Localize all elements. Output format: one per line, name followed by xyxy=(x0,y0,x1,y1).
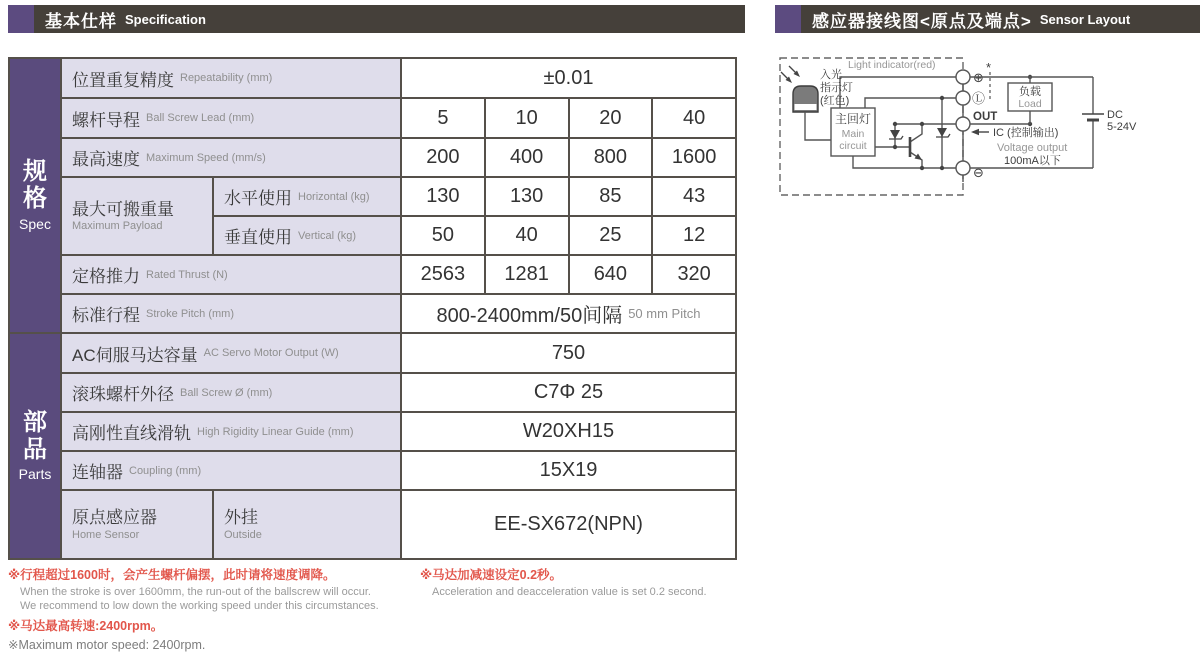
value-stroke-zh: 800-2400mm/50间隔 xyxy=(436,305,623,327)
load-label-en: Load xyxy=(1018,98,1042,110)
voltage-output-label: Voltage output xyxy=(997,142,1068,154)
value-thrust-4: 320 xyxy=(653,256,735,293)
label-en: AC Servo Motor Output (W) xyxy=(203,347,339,359)
label-zh: 标准行程 xyxy=(72,306,140,325)
dc-battery-icon xyxy=(1082,114,1104,120)
dc-voltage-label: 5-24V xyxy=(1107,121,1137,133)
label-zh: AC伺服马达容量 xyxy=(72,345,198,365)
label-zh: 高刚性直线滑轨 xyxy=(72,424,191,443)
section-label-zh: 规格 xyxy=(23,158,47,212)
terminal-l-label: Ⓛ xyxy=(972,91,986,106)
value-screw-dia: C7Φ 25 xyxy=(402,374,735,411)
label-en: Rated Thrust (N) xyxy=(146,268,228,281)
value-vertical-4: 12 xyxy=(653,217,735,254)
sensor-wiring-diagram xyxy=(770,50,1200,205)
value-horizontal-2: 130 xyxy=(486,178,568,215)
row-horizontal-label xyxy=(214,178,400,215)
label-zh: 外挂 xyxy=(224,508,258,528)
label-zh: 定格推力 xyxy=(72,267,140,286)
light-label-zh2: 指示灯 xyxy=(820,82,853,94)
footnotes-right xyxy=(420,567,750,599)
footnote-stroke-warning-en2: We recommend to low down the working speed under this circumstances. xyxy=(20,600,379,613)
label-zh: 最高速度 xyxy=(72,150,140,169)
value-speed-3: 800 xyxy=(570,139,652,176)
label-zh: 螺杆导程 xyxy=(72,110,140,130)
value-thrust-2: 1281 xyxy=(486,256,568,293)
label-zh: 滚珠螺杆外径 xyxy=(72,385,174,404)
row-screw-dia-label xyxy=(62,374,400,411)
row-coupling-label xyxy=(62,452,400,489)
label-en: High Rigidity Linear Guide (mm) xyxy=(197,425,354,438)
incident-light-arrows-icon xyxy=(781,66,800,83)
header-accent-square xyxy=(8,5,34,33)
row-thrust-label xyxy=(62,256,400,293)
label-en: Vertical (kg) xyxy=(298,229,357,242)
value-thrust-1: 2563 xyxy=(402,256,484,293)
ic-arrowhead xyxy=(971,129,979,135)
row-vertical-label xyxy=(214,217,400,254)
label-zh: 水平使用 xyxy=(224,189,292,208)
value-vertical-1: 50 xyxy=(402,217,484,254)
label-zh: 垂直使用 xyxy=(224,228,292,247)
footnote-stroke-warning-en1: When the stroke is over 1600mm, the run-out of the ballscrew will occur. xyxy=(20,585,371,598)
terminal-plus-label: ⊕ xyxy=(973,70,984,85)
row-home-sensor-label xyxy=(62,491,212,558)
light-indicator-label-en: Light indicator(red) xyxy=(848,59,936,71)
main-circuit-label-en2: circuit xyxy=(839,140,867,152)
light-label-zh1: 入光 xyxy=(820,69,842,81)
header-accent-square xyxy=(775,5,801,33)
value-lead-4: 40 xyxy=(653,99,735,137)
section-label-en: Spec xyxy=(19,215,51,232)
section-title-zh: 感应器接线图<原点及端点> xyxy=(812,11,1032,31)
section-label-zh: 部品 xyxy=(23,408,47,463)
terminal-star-label: * xyxy=(986,60,992,75)
value-home-sensor: EE-SX672(NPN) xyxy=(402,491,735,558)
led-indicator-icon xyxy=(793,86,818,112)
section-label-en: Parts xyxy=(18,466,52,483)
label-zh: 原点感应器 xyxy=(72,508,157,528)
row-payload-label xyxy=(62,178,212,254)
light-label-zh3: (红色) xyxy=(820,95,850,107)
table-section-parts xyxy=(10,334,60,558)
value-lead-3: 20 xyxy=(570,99,652,137)
footnote-acceleration-en: Acceleration and deacceleration value is set 0.2 second. xyxy=(432,585,707,598)
value-stroke-en: 50 mm Pitch xyxy=(628,306,701,321)
value-thrust-3: 640 xyxy=(570,256,652,293)
value-stroke xyxy=(402,295,735,332)
footnote-acceleration-zh: ※马达加减速设定0.2秒。 xyxy=(420,568,563,582)
section-title-en: Sensor Layout xyxy=(1039,11,1131,27)
row-repeatability-label xyxy=(62,59,400,97)
row-stroke-label xyxy=(62,295,400,332)
label-en: Ball Screw Ø (mm) xyxy=(180,386,273,399)
value-speed-2: 400 xyxy=(486,139,568,176)
value-horizontal-4: 43 xyxy=(653,178,735,215)
ic-label: IC (控制输出) xyxy=(993,127,1059,139)
value-vertical-3: 25 xyxy=(570,217,652,254)
value-motor: 750 xyxy=(402,334,735,372)
label-zh: 连轴器 xyxy=(72,463,123,482)
label-en: Ball Screw Lead (mm) xyxy=(146,112,255,124)
main-circuit-label-en1: Main xyxy=(841,128,865,140)
value-speed-4: 1600 xyxy=(653,139,735,176)
value-repeatability: ±0.01 xyxy=(402,59,735,97)
zener-diode-icon xyxy=(889,128,950,139)
current-limit-label: 100mA以下 xyxy=(1004,155,1061,167)
value-lead-2: 10 xyxy=(486,99,568,137)
value-speed-1: 200 xyxy=(402,139,484,176)
label-en: Maximum Payload xyxy=(72,220,163,233)
footnote-motor-speed-en: ※Maximum motor speed: 2400rpm. xyxy=(8,637,206,652)
value-horizontal-1: 130 xyxy=(402,178,484,215)
main-circuit-label-zh: 主回灯 xyxy=(834,112,872,126)
terminal-out-label: OUT xyxy=(973,111,998,123)
label-en: Stroke Pitch (mm) xyxy=(146,307,235,320)
row-home-sensor-sub-label xyxy=(214,491,400,558)
label-en: Coupling (mm) xyxy=(129,464,202,477)
table-section-spec xyxy=(10,59,60,332)
value-lead-1: 5 xyxy=(402,99,484,137)
load-label-zh: 负载 xyxy=(1019,86,1041,98)
value-guide: W20XH15 xyxy=(402,413,735,450)
dc-label: DC xyxy=(1107,109,1123,121)
value-vertical-2: 40 xyxy=(486,217,568,254)
section-header-sensor-layout xyxy=(775,5,1200,33)
value-coupling: 15X19 xyxy=(402,452,735,489)
footnote-motor-speed-zh: ※马达最高转速:2400rpm。 xyxy=(8,619,164,634)
label-zh: 最大可搬重量 xyxy=(72,199,174,219)
row-motor-label xyxy=(62,334,400,372)
specification-table xyxy=(8,57,737,560)
label-en: Horizontal (kg) xyxy=(298,190,370,203)
label-zh: 位置重复精度 xyxy=(72,70,174,90)
section-title-en: Specification xyxy=(125,11,206,27)
footnotes-left xyxy=(8,567,408,654)
section-header-specification xyxy=(8,5,745,33)
row-speed-label xyxy=(62,139,400,176)
row-lead-label xyxy=(62,99,400,137)
label-en: Repeatability (mm) xyxy=(180,72,273,84)
label-en: Maximum Speed (mm/s) xyxy=(146,151,266,164)
row-guide-label xyxy=(62,413,400,450)
terminal-minus-label: ⊖ xyxy=(973,165,984,180)
value-horizontal-3: 85 xyxy=(570,178,652,215)
label-en: Home Sensor xyxy=(72,528,140,541)
section-title-zh: 基本仕样 xyxy=(45,11,117,31)
footnote-stroke-warning-zh: ※行程超过1600时，会产生螺杆偏摆，此时请将速度调降。 xyxy=(8,568,336,582)
label-en: Outside xyxy=(224,528,262,541)
